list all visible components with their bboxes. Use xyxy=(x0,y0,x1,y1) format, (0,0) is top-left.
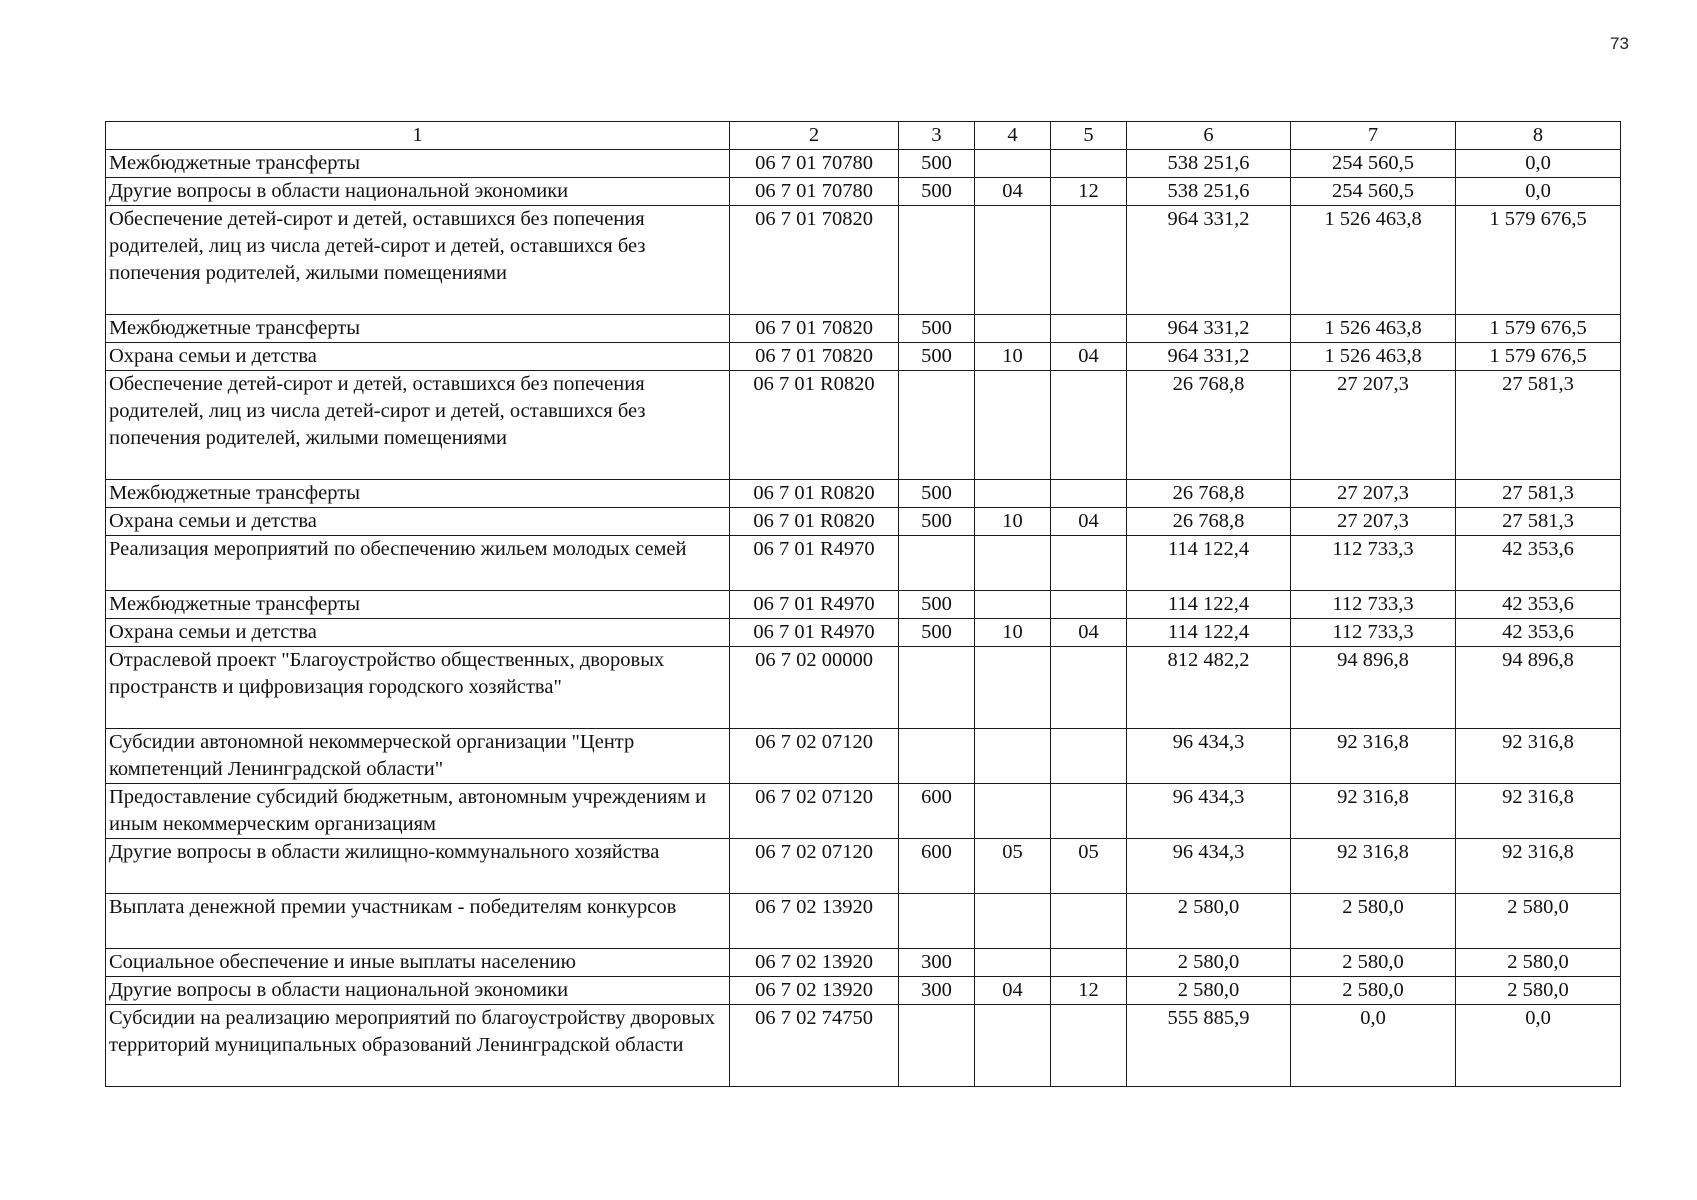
row-col5 xyxy=(1051,784,1127,839)
row-name: Обеспечение детей-сирот и детей, оставшихся без попечения родителей, лиц из числа детей-сирот и детей, оставшихся без попечения родителей, жилыми помещениями xyxy=(106,371,730,480)
row-col5 xyxy=(1051,729,1127,784)
row-value-7: 112 733,3 xyxy=(1291,591,1456,619)
row-value-8: 2 580,0 xyxy=(1456,894,1621,949)
row-col3: 500 xyxy=(899,178,975,206)
row-name: Охрана семьи и детства xyxy=(106,343,730,371)
row-value-6: 2 580,0 xyxy=(1127,977,1291,1005)
header-cell: 7 xyxy=(1291,122,1456,150)
row-col5 xyxy=(1051,591,1127,619)
row-name: Межбюджетные трансферты xyxy=(106,315,730,343)
row-col3: 300 xyxy=(899,949,975,977)
row-code: 06 7 01 R0820 xyxy=(730,480,899,508)
row-col3: 500 xyxy=(899,480,975,508)
row-name: Межбюджетные трансферты xyxy=(106,480,730,508)
row-value-8: 92 316,8 xyxy=(1456,839,1621,894)
row-col3 xyxy=(899,1005,975,1087)
row-value-6: 26 768,8 xyxy=(1127,480,1291,508)
row-col5 xyxy=(1051,480,1127,508)
row-value-7: 112 733,3 xyxy=(1291,536,1456,591)
row-col5 xyxy=(1051,949,1127,977)
row-col3: 500 xyxy=(899,591,975,619)
table-row xyxy=(106,371,1621,480)
row-col4 xyxy=(975,591,1051,619)
row-col3: 600 xyxy=(899,784,975,839)
row-col4 xyxy=(975,480,1051,508)
row-code: 06 7 01 R4970 xyxy=(730,591,899,619)
row-col5 xyxy=(1051,894,1127,949)
table-row xyxy=(106,591,1621,619)
table-row xyxy=(106,178,1621,206)
row-value-7: 1 526 463,8 xyxy=(1291,315,1456,343)
row-code: 06 7 01 R4970 xyxy=(730,536,899,591)
row-value-8: 2 580,0 xyxy=(1456,977,1621,1005)
row-code: 06 7 02 07120 xyxy=(730,839,899,894)
table-row xyxy=(106,784,1621,839)
row-col3 xyxy=(899,729,975,784)
row-value-8: 42 353,6 xyxy=(1456,619,1621,647)
header-cell: 4 xyxy=(975,122,1051,150)
row-col5 xyxy=(1051,371,1127,480)
row-value-6: 538 251,6 xyxy=(1127,178,1291,206)
row-col5 xyxy=(1051,315,1127,343)
row-col5: 12 xyxy=(1051,178,1127,206)
row-col5: 04 xyxy=(1051,508,1127,536)
row-value-7: 2 580,0 xyxy=(1291,949,1456,977)
row-col4 xyxy=(975,784,1051,839)
row-col4 xyxy=(975,315,1051,343)
row-value-7: 1 526 463,8 xyxy=(1291,343,1456,371)
row-col3: 300 xyxy=(899,977,975,1005)
table-row xyxy=(106,619,1621,647)
row-name: Реализация мероприятий по обеспечению жильем молодых семей xyxy=(106,536,730,591)
table-row xyxy=(106,647,1621,729)
row-value-8: 27 581,3 xyxy=(1456,480,1621,508)
row-value-8: 27 581,3 xyxy=(1456,371,1621,480)
row-col4: 10 xyxy=(975,619,1051,647)
row-code: 06 7 01 R4970 xyxy=(730,619,899,647)
row-value-8: 2 580,0 xyxy=(1456,949,1621,977)
row-value-7: 112 733,3 xyxy=(1291,619,1456,647)
row-value-7: 27 207,3 xyxy=(1291,371,1456,480)
row-col4: 10 xyxy=(975,508,1051,536)
row-col4 xyxy=(975,894,1051,949)
row-value-7: 2 580,0 xyxy=(1291,894,1456,949)
row-col5 xyxy=(1051,1005,1127,1087)
row-code: 06 7 01 70820 xyxy=(730,343,899,371)
row-value-6: 964 331,2 xyxy=(1127,206,1291,315)
row-col5 xyxy=(1051,536,1127,591)
row-name: Другие вопросы в области национальной экономики xyxy=(106,178,730,206)
row-name: Другие вопросы в области жилищно-коммунального хозяйства xyxy=(106,839,730,894)
row-col4 xyxy=(975,536,1051,591)
row-code: 06 7 02 00000 xyxy=(730,647,899,729)
row-code: 06 7 02 74750 xyxy=(730,1005,899,1087)
row-col4: 10 xyxy=(975,343,1051,371)
row-value-6: 26 768,8 xyxy=(1127,508,1291,536)
row-col3 xyxy=(899,536,975,591)
header-cell: 5 xyxy=(1051,122,1127,150)
row-col3: 500 xyxy=(899,619,975,647)
row-value-7: 254 560,5 xyxy=(1291,150,1456,178)
row-value-8: 1 579 676,5 xyxy=(1456,206,1621,315)
row-value-6: 812 482,2 xyxy=(1127,647,1291,729)
row-value-8: 0,0 xyxy=(1456,1005,1621,1087)
row-col4: 04 xyxy=(975,178,1051,206)
row-name: Субсидии автономной некоммерческой организации "Центр компетенций Ленинградской области" xyxy=(106,729,730,784)
row-value-8: 1 579 676,5 xyxy=(1456,343,1621,371)
row-value-6: 114 122,4 xyxy=(1127,619,1291,647)
row-col3 xyxy=(899,894,975,949)
row-col4 xyxy=(975,729,1051,784)
row-value-8: 27 581,3 xyxy=(1456,508,1621,536)
row-col4 xyxy=(975,371,1051,480)
row-value-8: 92 316,8 xyxy=(1456,784,1621,839)
row-value-6: 964 331,2 xyxy=(1127,343,1291,371)
row-col4 xyxy=(975,150,1051,178)
row-code: 06 7 02 13920 xyxy=(730,949,899,977)
row-value-6: 114 122,4 xyxy=(1127,591,1291,619)
row-value-8: 1 579 676,5 xyxy=(1456,315,1621,343)
row-value-7: 92 316,8 xyxy=(1291,729,1456,784)
row-value-6: 555 885,9 xyxy=(1127,1005,1291,1087)
row-value-6: 96 434,3 xyxy=(1127,839,1291,894)
row-code: 06 7 02 13920 xyxy=(730,977,899,1005)
row-code: 06 7 02 07120 xyxy=(730,784,899,839)
table-header-row xyxy=(106,122,1621,150)
row-value-8: 0,0 xyxy=(1456,178,1621,206)
row-value-8: 0,0 xyxy=(1456,150,1621,178)
row-value-7: 254 560,5 xyxy=(1291,178,1456,206)
table-row xyxy=(106,729,1621,784)
table-row xyxy=(106,150,1621,178)
row-name: Другие вопросы в области национальной экономики xyxy=(106,977,730,1005)
row-value-6: 114 122,4 xyxy=(1127,536,1291,591)
row-col5 xyxy=(1051,206,1127,315)
row-name: Выплата денежной премии участникам - победителям конкурсов xyxy=(106,894,730,949)
row-value-7: 1 526 463,8 xyxy=(1291,206,1456,315)
table-row xyxy=(106,206,1621,315)
row-col4 xyxy=(975,1005,1051,1087)
table-row xyxy=(106,480,1621,508)
row-col3: 500 xyxy=(899,150,975,178)
row-value-8: 94 896,8 xyxy=(1456,647,1621,729)
row-code: 06 7 02 13920 xyxy=(730,894,899,949)
row-name: Социальное обеспечение и иные выплаты населению xyxy=(106,949,730,977)
row-value-6: 2 580,0 xyxy=(1127,949,1291,977)
table-row xyxy=(106,839,1621,894)
row-value-6: 96 434,3 xyxy=(1127,784,1291,839)
row-name: Межбюджетные трансферты xyxy=(106,150,730,178)
row-name: Межбюджетные трансферты xyxy=(106,591,730,619)
table-row xyxy=(106,977,1621,1005)
page-number: 73 xyxy=(1610,34,1629,53)
row-code: 06 7 01 70780 xyxy=(730,178,899,206)
header-cell: 2 xyxy=(730,122,899,150)
row-value-7: 27 207,3 xyxy=(1291,508,1456,536)
row-code: 06 7 01 70780 xyxy=(730,150,899,178)
header-cell: 8 xyxy=(1456,122,1621,150)
table-row xyxy=(106,536,1621,591)
row-col3 xyxy=(899,206,975,315)
row-col4 xyxy=(975,206,1051,315)
row-col4: 04 xyxy=(975,977,1051,1005)
row-name: Охрана семьи и детства xyxy=(106,508,730,536)
row-value-6: 26 768,8 xyxy=(1127,371,1291,480)
budget-table xyxy=(105,121,1621,1087)
row-value-7: 92 316,8 xyxy=(1291,839,1456,894)
row-code: 06 7 01 R0820 xyxy=(730,508,899,536)
row-value-6: 2 580,0 xyxy=(1127,894,1291,949)
row-value-6: 964 331,2 xyxy=(1127,315,1291,343)
row-name: Отраслевой проект "Благоустройство общественных, дворовых пространств и цифровизация городского хозяйства" xyxy=(106,647,730,729)
row-value-7: 92 316,8 xyxy=(1291,784,1456,839)
row-code: 06 7 02 07120 xyxy=(730,729,899,784)
header-cell: 3 xyxy=(899,122,975,150)
row-col3: 500 xyxy=(899,343,975,371)
row-col3 xyxy=(899,371,975,480)
table-row xyxy=(106,1005,1621,1087)
row-col3: 600 xyxy=(899,839,975,894)
row-col5 xyxy=(1051,647,1127,729)
row-col4 xyxy=(975,647,1051,729)
header-cell: 1 xyxy=(106,122,730,150)
table-row xyxy=(106,894,1621,949)
row-col3: 500 xyxy=(899,508,975,536)
row-value-7: 2 580,0 xyxy=(1291,977,1456,1005)
row-value-8: 92 316,8 xyxy=(1456,729,1621,784)
row-value-6: 96 434,3 xyxy=(1127,729,1291,784)
row-col5: 12 xyxy=(1051,977,1127,1005)
row-col5: 04 xyxy=(1051,619,1127,647)
row-col5 xyxy=(1051,150,1127,178)
row-name: Предоставление субсидий бюджетным, автономным учреждениям и иным некоммерческим организациям xyxy=(106,784,730,839)
row-value-7: 27 207,3 xyxy=(1291,480,1456,508)
row-col4 xyxy=(975,949,1051,977)
row-col5: 04 xyxy=(1051,343,1127,371)
table-row xyxy=(106,508,1621,536)
row-col5: 05 xyxy=(1051,839,1127,894)
row-code: 06 7 01 R0820 xyxy=(730,371,899,480)
table-row xyxy=(106,949,1621,977)
row-value-7: 0,0 xyxy=(1291,1005,1456,1087)
header-cell: 6 xyxy=(1127,122,1291,150)
row-name: Охрана семьи и детства xyxy=(106,619,730,647)
table-row xyxy=(106,315,1621,343)
table-row xyxy=(106,343,1621,371)
row-col3 xyxy=(899,647,975,729)
row-name: Обеспечение детей-сирот и детей, оставшихся без попечения родителей, лиц из числа детей-сирот и детей, оставшихся без попечения родителей, жилыми помещениями xyxy=(106,206,730,315)
row-name: Субсидии на реализацию мероприятий по благоустройству дворовых территорий муниципальных образований Ленинградской области xyxy=(106,1005,730,1087)
row-col4: 05 xyxy=(975,839,1051,894)
row-col3: 500 xyxy=(899,315,975,343)
row-value-7: 94 896,8 xyxy=(1291,647,1456,729)
row-code: 06 7 01 70820 xyxy=(730,206,899,315)
row-value-6: 538 251,6 xyxy=(1127,150,1291,178)
row-value-8: 42 353,6 xyxy=(1456,591,1621,619)
row-code: 06 7 01 70820 xyxy=(730,315,899,343)
row-value-8: 42 353,6 xyxy=(1456,536,1621,591)
